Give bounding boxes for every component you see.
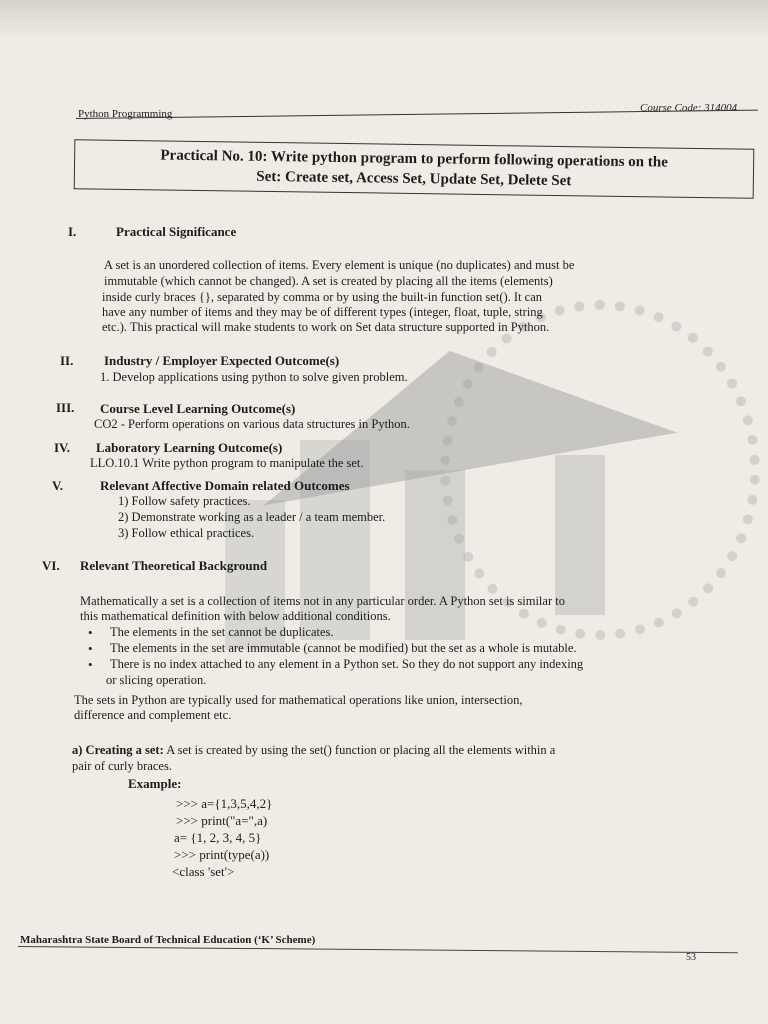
header-rule (76, 110, 758, 119)
section-3-number: III. (56, 400, 75, 415)
creating-set-text: A set is created by using the set() function or placing all the elements within a (163, 743, 556, 757)
section-4-text: LLO.10.1 Write python program to manipulate the set. (90, 456, 364, 470)
section-5-number: V. (52, 478, 63, 493)
section-2-text: 1. Develop applications using python to solve given problem. (100, 370, 408, 384)
section-1-heading: Practical Significance (116, 224, 237, 239)
code-line: <class 'set'> (172, 864, 235, 879)
page-edge-shadow (0, 0, 768, 40)
creating-set-line (72, 743, 555, 758)
section-6-number: VI. (42, 558, 60, 573)
code-line: >>> a={1,3,5,4,2} (176, 796, 273, 811)
section-3-text: CO2 - Perform operations on various data structures in Python. (94, 417, 410, 431)
theory-bullet: • There is no index attached to any element in a Python set. So they do not support any indexing (110, 657, 583, 672)
section-6-heading: Relevant Theoretical Background (80, 558, 268, 573)
title-line-2: Set: Create set, Access Set, Update Set, Delete Set (256, 168, 572, 190)
theory-intro-1: Mathematically a set is a collection of items not in any particular order. A Python set is similar to (80, 594, 565, 608)
section-3-heading: Course Level Learning Outcome(s) (100, 401, 296, 416)
creating-set-label: a) Creating a set: (72, 743, 164, 757)
affective-item: 1) Follow safety practices. (118, 494, 251, 508)
section-5-heading: Relevant Affective Domain related Outcomes (100, 478, 350, 493)
s1-line-3: inside curly braces {}, separated by comma or by using the built-in function set(). It can (102, 290, 542, 304)
footer-rule (18, 946, 738, 953)
theory-bullet: • The elements in the set are immutable (cannot be modified) but the set as a whole is mutable. (110, 641, 577, 656)
page-number: 53 (686, 952, 696, 963)
affective-item: 2) Demonstrate working as a leader / a team member. (118, 510, 386, 524)
code-line: >>> print(type(a)) (174, 847, 270, 862)
header-subject: Python Programming (78, 108, 173, 120)
practical-title-box (74, 139, 755, 198)
watermark-pillar (405, 470, 465, 640)
s1-line-5: etc.). This practical will make students to work on Set data structure supported in Python. (102, 320, 550, 334)
theory-bullet: • The elements in the set cannot be duplicates. (110, 625, 334, 640)
theory-bullet-cont: or slicing operation. (106, 673, 207, 687)
code-line: a= {1, 2, 3, 4, 5} (174, 830, 262, 845)
theory-intro-2: this mathematical definition with below additional conditions. (80, 609, 391, 623)
section-2-heading: Industry / Employer Expected Outcome(s) (104, 353, 340, 368)
theory-after-1: The sets in Python are typically used for mathematical operations like union, intersection, (74, 693, 523, 707)
title-line-1: Practical No. 10: Write python program to perform following operations on the (160, 147, 668, 171)
section-4-heading: Laboratory Learning Outcome(s) (96, 440, 283, 455)
affective-item: 3) Follow ethical practices. (118, 526, 255, 540)
watermark-pillar (555, 455, 605, 615)
example-label: Example: (128, 776, 182, 791)
s1-line-2: immutable (which cannot be changed). A set is created by placing all the items (elements) (104, 274, 553, 288)
header-course-code: Course Code: 314004 (640, 102, 738, 114)
footer-board: Maharashtra State Board of Technical Education (‘K’ Scheme) (20, 934, 316, 946)
section-1-number: I. (68, 224, 77, 239)
theory-after-2: difference and complement etc. (74, 708, 232, 722)
code-line: >>> print("a=",a) (176, 813, 268, 828)
section-2-number: II. (60, 353, 74, 368)
s1-line-1: A set is an unordered collection of items. Every element is unique (no duplicates) and must be (104, 258, 575, 272)
section-4-number: IV. (54, 440, 71, 455)
s1-line-4: have any number of items and they may be of different types (integer, float, tuple, string (102, 305, 543, 319)
creating-set-text-2: pair of curly braces. (72, 759, 172, 773)
